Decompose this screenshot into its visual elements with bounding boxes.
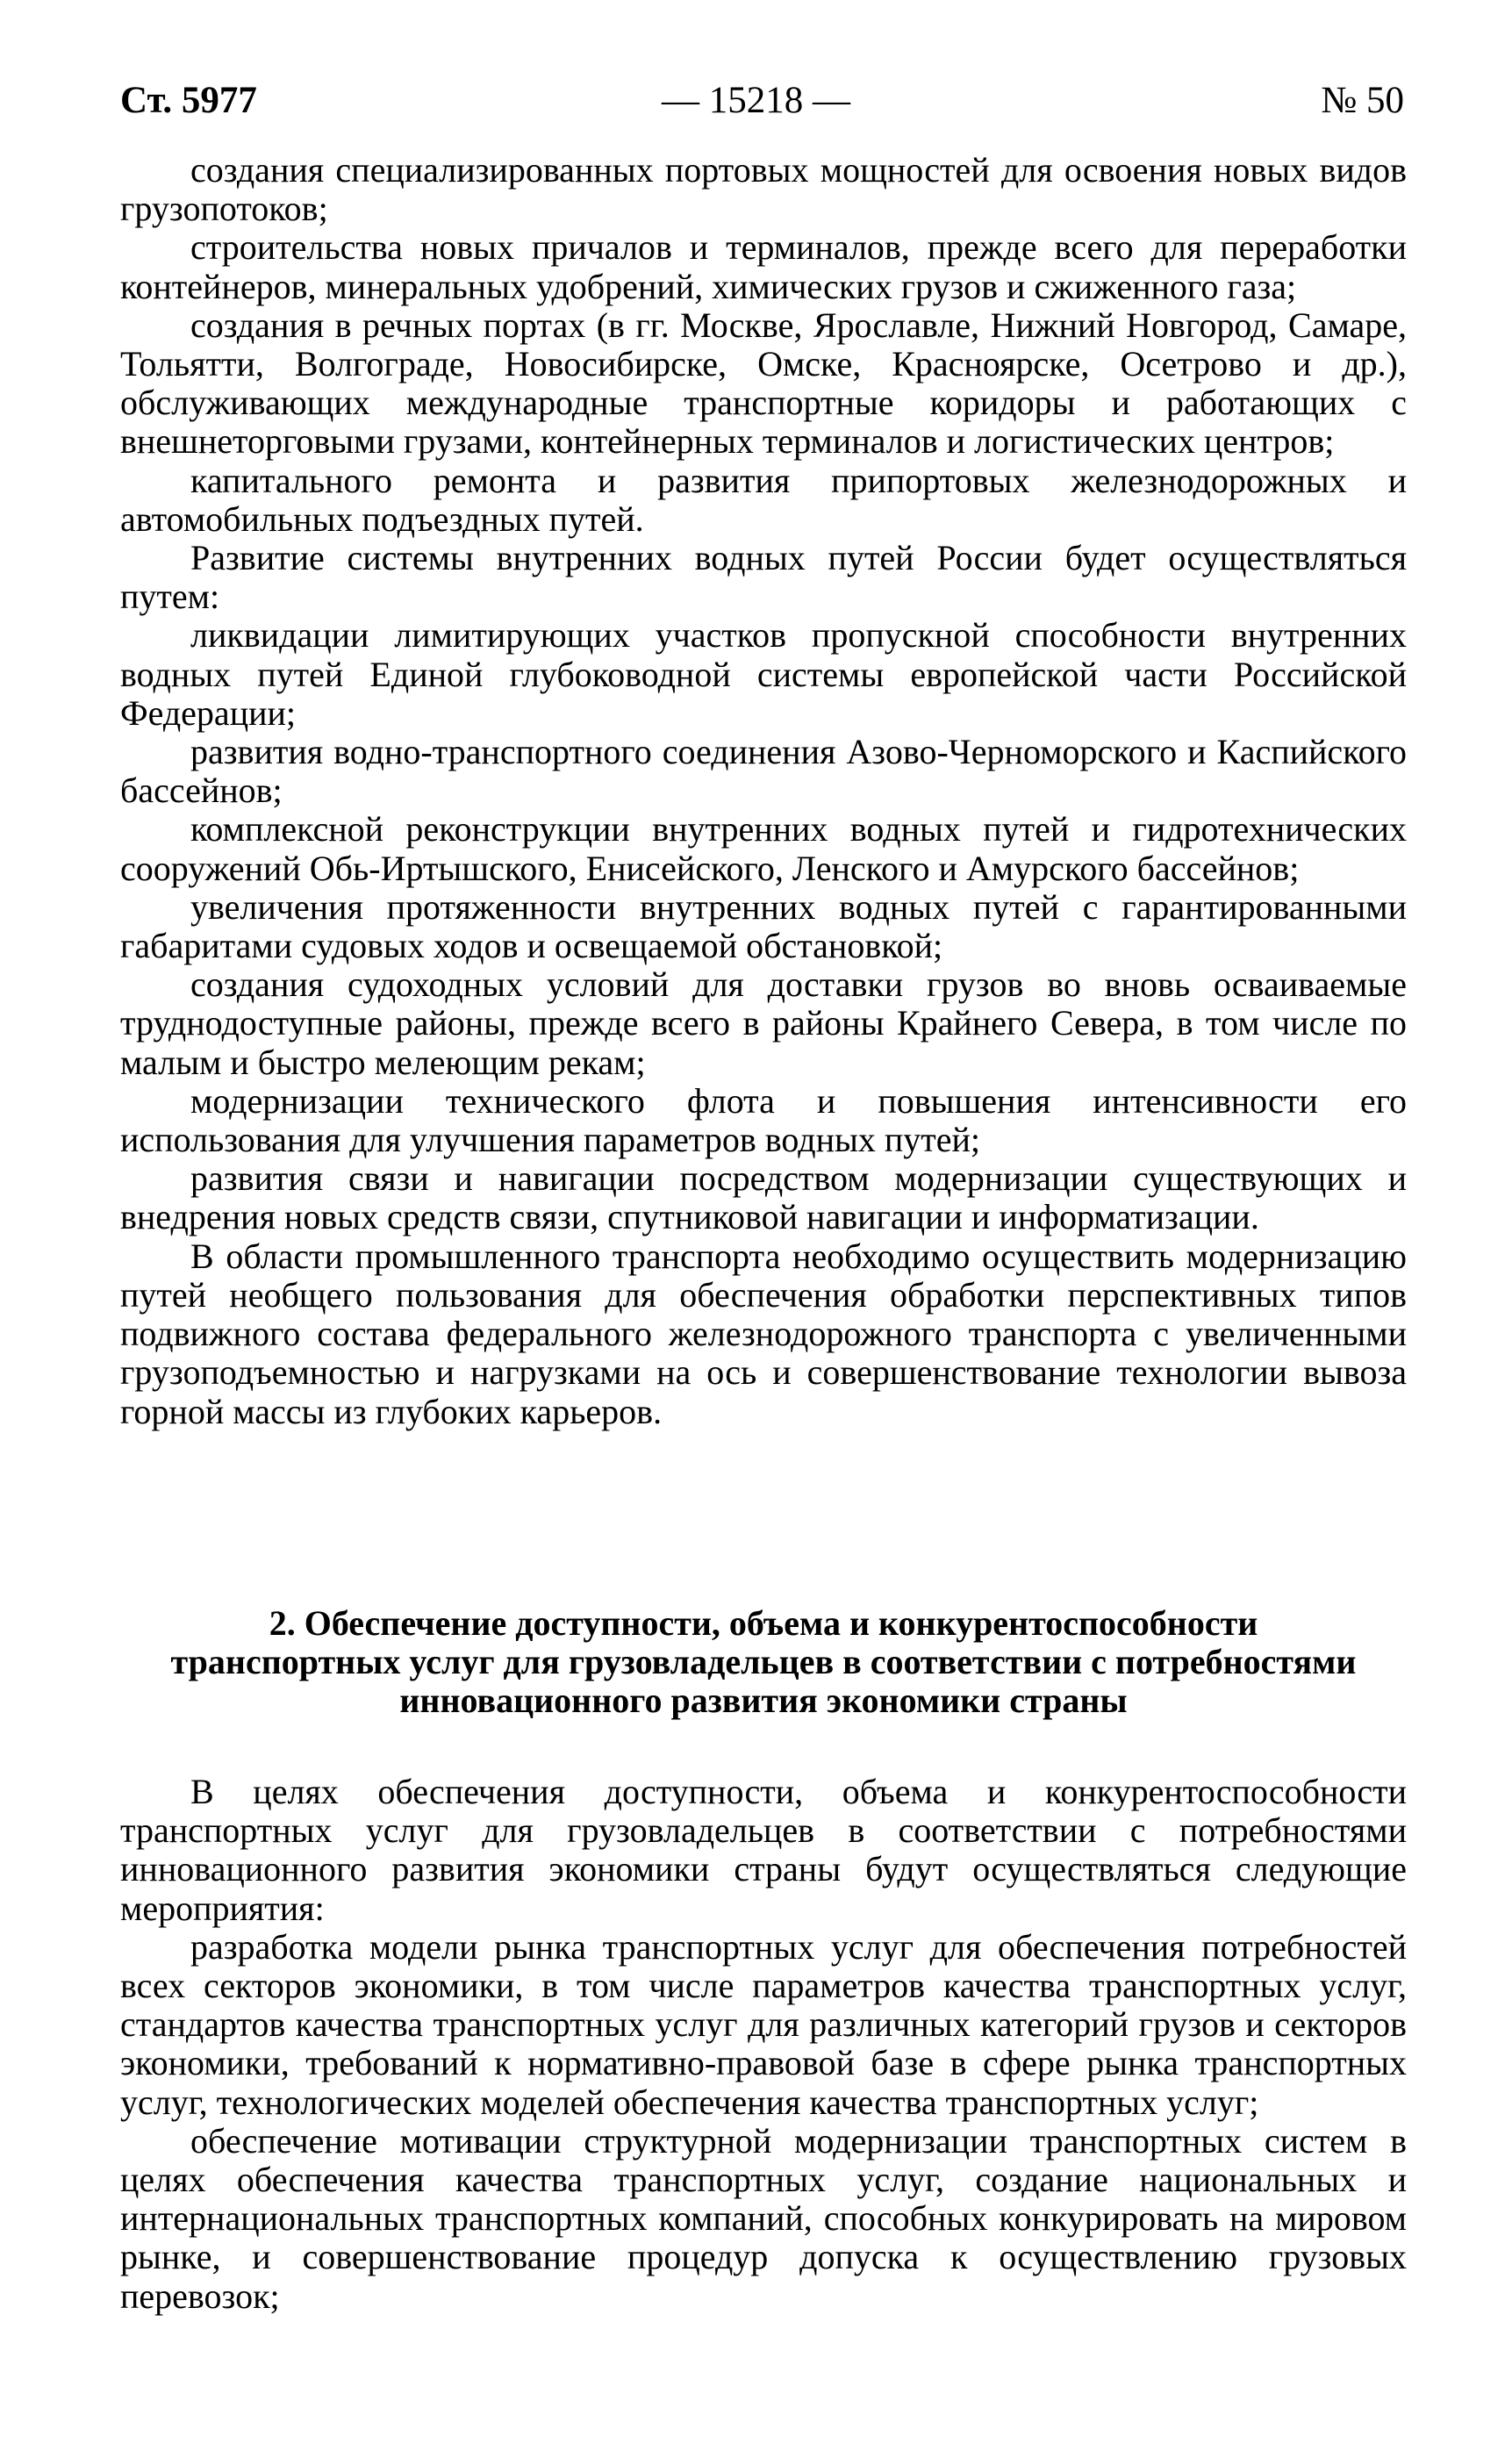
paragraph: разработка модели рынка транспортных услуг для обеспечения потребностей всех секторов экономики, в том числе параметров качества транспортных услуг, стандартов качества транспортных услуг для различных категорий грузов и секторов экономики, требований к нормативно-правовой базе в сфере рынка транспортных услуг, технологических моделей обеспечения качества транспортных услуг;	[120, 1926, 1407, 2122]
paragraph: строительства новых причалов и терминалов, прежде всего для переработки контейнеров, минеральных удобрений, химических грузов и сжиженного газа;	[120, 227, 1407, 306]
body-text-top	[120, 151, 1407, 1431]
paragraph: ликвидации лимитирующих участков пропускной способности внутренних водных путей Единой глубоководной системы европейской части Российской Федерации;	[120, 615, 1407, 733]
section-heading-line: 2. Обеспечение доступности, объема и конкурентоспособности	[269, 1603, 1258, 1643]
section-heading-line: транспортных услуг для грузовладельцев в соответствии с потребностями	[170, 1642, 1357, 1681]
paragraph: В целях обеспечения доступности, объема и конкурентоспособности транспортных услуг для грузовладельцев в соответствии с потребностями инновационного развития экономики страны будут осуществляться следующие мероприятия:	[120, 1772, 1407, 1928]
paragraph: Развитие системы внутренних водных путей России будет осуществляться путем:	[120, 538, 1407, 617]
page-number: — 15218 —	[662, 80, 850, 121]
paragraph: создания специализированных портовых мощностей для освоения новых видов грузопотоков;	[120, 150, 1407, 229]
section-heading	[120, 1604, 1407, 1720]
article-number: Ст. 5977	[120, 80, 257, 121]
paragraph: увеличения протяженности внутренних водных путей с гарантированными габаритами судовых ходов и освещаемой обстановкой;	[120, 886, 1407, 966]
paragraph: создания судоходных условий для доставки грузов во вновь осваиваемые труднодоступные районы, прежде всего в районы Крайнего Севера, в том числе по малым и быстро мелеющим рекам;	[120, 964, 1407, 1082]
paragraph: развития связи и навигации посредством модернизации существующих и внедрения новых средств связи, спутниковой навигации и информатизации.	[120, 1158, 1407, 1237]
paragraph: модернизации технического флота и повышения интенсивности его использования для улучшения параметров водных путей;	[120, 1080, 1407, 1160]
paragraph: капитального ремонта и развития припортовых железнодорожных и автомобильных подъездных путей.	[120, 460, 1407, 539]
paragraph: комплексной реконструкции внутренних водных путей и гидротехнических сооружений Обь-Иртышского, Енисейского, Ленского и Амурского бассейнов;	[120, 809, 1407, 888]
paragraph: развития водно-транспортного соединения Азово-Черноморского и Каспийского бассейнов;	[120, 732, 1407, 811]
paragraph: В области промышленного транспорта необходимо осуществить модернизацию путей необщего пользования для обеспечения обработки перспективных типов подвижного состава федерального железнодорожного транспорта с увеличенными грузоподъемностью и нагрузками на ось и совершенствование технологии вывоза горной массы из глубоких карьеров.	[120, 1236, 1407, 1431]
issue-number: № 50	[1321, 80, 1404, 121]
section-heading-line: инновационного развития экономики страны	[399, 1681, 1128, 1720]
paragraph: обеспечение мотивации структурной модернизации транспортных систем в целях обеспечения качества транспортных услуг, создание национальных и интернациональных транспортных компаний, способных конкурировать на мировом рынке, и совершенствование процедур допуска к осуществлению грузовых перевозок;	[120, 2120, 1407, 2316]
body-text-bottom	[120, 1773, 1407, 2316]
paragraph: создания в речных портах (в гг. Москве, Ярославле, Нижний Новгород, Самаре, Тольятти, Волгограде, Новосибирске, Омске, Красноярске, Осетрово и др.), обслуживающих международные транспортные коридоры и работающих с внешнеторговыми грузами, контейнерных терминалов и логистических центров;	[120, 305, 1407, 462]
